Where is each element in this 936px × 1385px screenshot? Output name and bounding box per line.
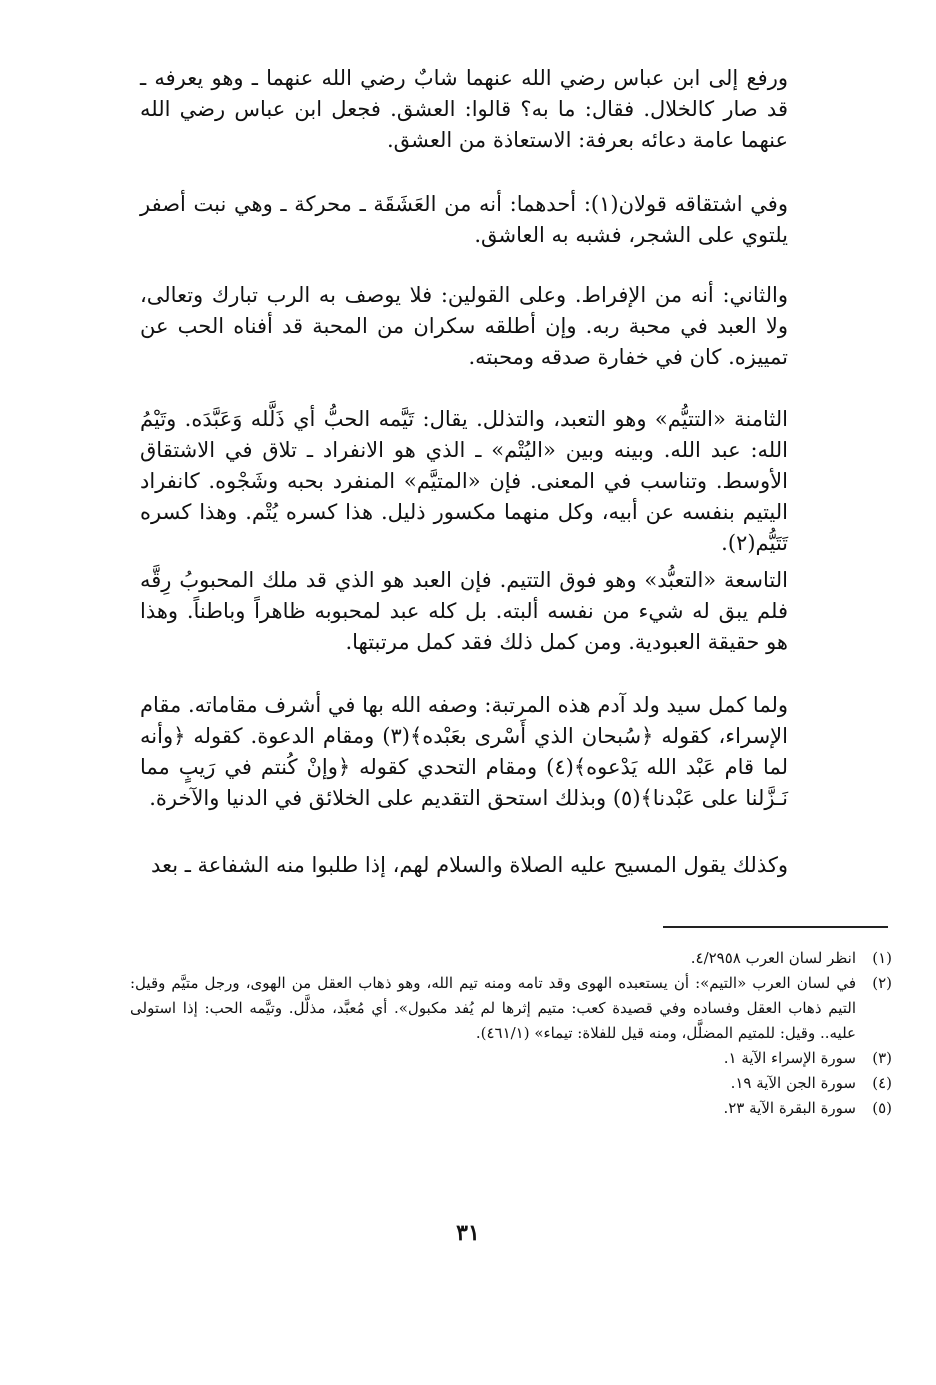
footnote-text: سورة الجن الآية ١٩. <box>730 1074 856 1092</box>
footnote-item <box>130 971 892 1046</box>
paragraph-text: وكذلك يقول المسيح عليه الصلاة والسلام لهم، إذا طلبوا منه الشفاعة ـ بعد <box>151 853 788 877</box>
footnote-number: (٣) <box>872 1049 892 1067</box>
footnote-item <box>130 1096 892 1121</box>
paragraph-text: والثاني: أنه من الإفراط. وعلى القولين: فلا يوصف به الرب تبارك وتعالى، ولا العبد في محبة ربه. وإن أطلقه سكران من المحبة قد أفناه الحب عن تمييزه. كان في خفارة صدقه ومحبته. <box>140 283 788 369</box>
paragraph <box>140 189 788 251</box>
footnote-text: سورة البقرة الآية ٢٣. <box>723 1099 856 1117</box>
paragraph-text: ولما كمل سيد ولد آدم هذه المرتبة: وصفه الله بها في أشرف مقاماته. مقام الإسراء، كقوله ﴿سُبحان الذي أَسْرى بعَبْده﴾(٣) ومقام الدعوة. كقوله ﴿وأنه لما قام عَبْد الله يَدْعوه﴾(٤) ومقام التحدي كقوله ﴿وإنْ كُنتم في رَيبٍ مما نَـزَّلنا على عَبْدنا﴾(٥) وبذلك استحق التقديم على الخلائق في الدنيا والآخرة. <box>140 693 788 810</box>
paragraph <box>140 280 788 373</box>
paragraph <box>140 850 788 881</box>
paragraph <box>140 565 788 658</box>
footnote-text: سورة الإسراء الآية ١. <box>723 1049 856 1067</box>
paragraph <box>140 404 788 559</box>
paragraph <box>140 690 788 814</box>
footnote-text: في لسان العرب «التيم»: أن يستعبده الهوى وقد تامه ومنه تيم الله، وهو ذهاب العقل من الهوى، ورجل متيَّم وقيل: التيم ذهاب العقل وفساده وفي قصيدة كعب: متيم إثرها لم يُفد مكبول». أي مُعبَّد، مذلَّل. وتيَّمه الحب: إذا استولى عليه.. وقيل: للمتيم المضلَّل، ومنه قيل للفلاة: تيماء» (٤٦١/١). <box>130 974 856 1042</box>
footnote-item <box>130 1046 892 1071</box>
paragraph-text: التاسعة «التعبُّد» وهو فوق التتيم. فإن العبد هو الذي قد ملك المحبوبُ رِقَّه فلم يبق له شيء من نفسه ألبته. بل كله عبد لمحبوبه ظاهراً وباطناً. وهذا هو حقيقة العبودية. ومن كمل ذلك فقد كمل مرتبتها. <box>140 568 788 654</box>
footnote-text: انظر لسان العرب ٤/٢٩٥٨. <box>690 949 856 967</box>
paragraph-text: ورفع إلى ابن عباس رضي الله عنهما شابٌ رضي الله عنهما ـ وهو يعرفه ـ قد صار كالخلال. فقال: ما به؟ قالوا: العشق. فجعل ابن عباس رضي الله عنهما عامة دعائه بعرفة: الاستعاذة من العشق. <box>140 66 788 152</box>
footnote-number: (٢) <box>872 974 892 992</box>
footnotes <box>130 946 892 1121</box>
footnote-number: (٥) <box>872 1099 892 1117</box>
page-number: ٣١ <box>456 1220 480 1246</box>
paragraph-text: وفي اشتقاقه قولان(١): أحدهما: أنه من العَشَقَة ـ محركة ـ وهي نبت أصفر يلتوي على الشجر، فشبه به العاشق. <box>140 192 788 247</box>
footnote-separator <box>663 926 888 928</box>
footnote-item <box>130 946 892 971</box>
footnote-number: (١) <box>872 949 892 967</box>
paragraph <box>140 63 788 156</box>
footnote-item <box>130 1071 892 1096</box>
footnote-number: (٤) <box>872 1074 892 1092</box>
paragraph-text: الثامنة «التتيُّم» وهو التعبد، والتذلل. يقال: تَيَّمه الحبُّ أي ذَلَّله وَعَبَّدَه. وتَيْمُ الله: عبد الله. وبينه وبين «اليُتْم» ـ الذي هو الانفراد ـ تلاق في الاشتقاق الأوسط. وتناسب في المعنى. فإن «المتيَّم» المنفرد بحبه وشَجْوه. كانفراد اليتيم بنفسه عن أبيه، وكل منهما مكسور ذليل. هذا كسره يُتْم. وهذا كسره تَتَيُّم(٢). <box>140 407 788 555</box>
